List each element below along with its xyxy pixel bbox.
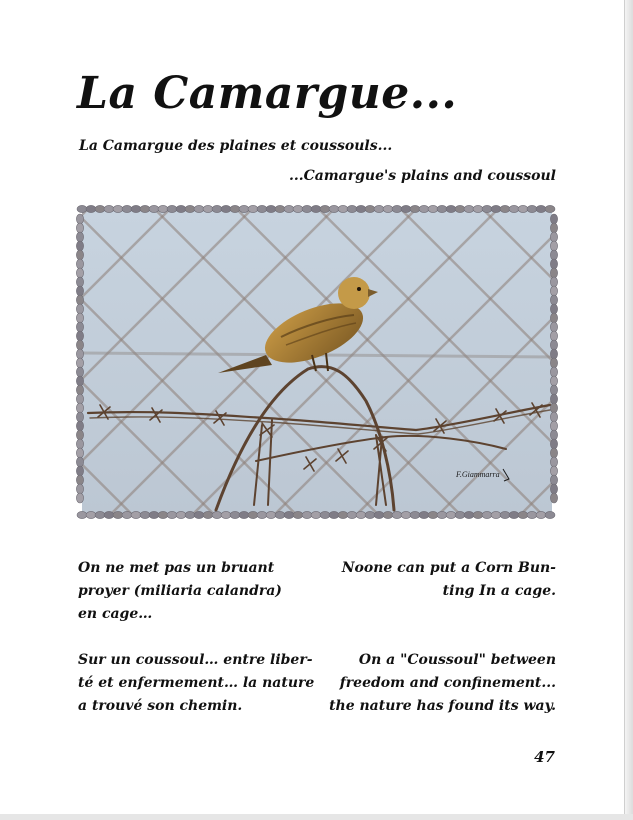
- subtitle-french: La Camargue des plaines et coussouls...: [79, 138, 393, 154]
- pebble: [550, 493, 557, 503]
- pebble: [302, 511, 312, 518]
- pebble: [473, 511, 483, 518]
- pebble: [248, 511, 258, 518]
- pebble: [239, 511, 249, 518]
- pebble: [122, 205, 132, 212]
- pebble: [518, 511, 528, 518]
- pebble: [76, 430, 83, 440]
- pebble: [550, 376, 557, 386]
- paragraph-english-1: [326, 557, 556, 603]
- pebble: [76, 385, 83, 395]
- text-line: té et enfermement… la nature: [78, 675, 315, 691]
- pebble: [86, 511, 96, 518]
- pebble: [311, 511, 321, 518]
- pebble: [76, 412, 83, 422]
- pebble: [76, 484, 83, 494]
- pebble: [550, 439, 557, 449]
- pebble: [550, 322, 557, 332]
- pebble: [550, 403, 557, 413]
- pebble: [428, 205, 438, 212]
- pebble: [320, 205, 330, 212]
- pebble: [482, 205, 492, 212]
- pebble: [76, 286, 83, 296]
- pebble: [76, 295, 83, 305]
- pebble: [284, 205, 294, 212]
- pebble: [550, 367, 557, 377]
- pebble: [76, 331, 83, 341]
- pebble: [86, 205, 96, 212]
- pebble: [76, 421, 83, 431]
- pebble: [158, 205, 168, 212]
- pebble: [509, 511, 519, 518]
- pebble: [500, 511, 510, 518]
- pebble: [248, 205, 258, 212]
- pebble: [239, 205, 249, 212]
- photo-background: [82, 211, 552, 513]
- pebble: [392, 205, 402, 212]
- text-line: en cage…: [78, 606, 153, 622]
- pebble: [275, 511, 285, 518]
- pebble: [392, 511, 402, 518]
- pebble: [550, 277, 557, 287]
- pebble: [76, 475, 83, 485]
- pebble: [550, 385, 557, 395]
- pebble: [76, 259, 83, 269]
- pebble: [550, 412, 557, 422]
- pebble: [302, 205, 312, 212]
- pebble: [500, 205, 510, 212]
- pebble: [550, 349, 557, 359]
- pebble: [550, 331, 557, 341]
- pebble: [194, 205, 204, 212]
- pebble: [473, 205, 483, 212]
- pebble: [550, 241, 557, 251]
- pebble: [550, 484, 557, 494]
- pebble: [221, 205, 231, 212]
- pebble: [257, 205, 267, 212]
- text-line: ting In a cage.: [442, 583, 556, 599]
- pebble: [464, 205, 474, 212]
- pebble: [76, 250, 83, 260]
- pebble: [221, 511, 231, 518]
- pebble: [230, 205, 240, 212]
- pebble: [347, 511, 357, 518]
- pebble: [401, 511, 411, 518]
- pebble: [212, 511, 222, 518]
- pebble: [76, 367, 83, 377]
- pebble: [550, 448, 557, 458]
- pebble: [76, 376, 83, 386]
- pebble: [410, 205, 420, 212]
- pebble: [76, 340, 83, 350]
- pebble: [374, 511, 384, 518]
- pebble: [320, 511, 330, 518]
- pebble: [550, 457, 557, 467]
- pebble: [185, 511, 195, 518]
- pebble: [104, 511, 114, 518]
- pebble: [122, 511, 132, 518]
- pebble: [455, 511, 465, 518]
- pebble: [76, 304, 83, 314]
- pebble: [76, 403, 83, 413]
- pebble: [550, 268, 557, 278]
- pebble: [550, 232, 557, 242]
- pebble: [176, 205, 186, 212]
- text-line: a trouvé son chemin.: [78, 698, 243, 714]
- pebble: [428, 511, 438, 518]
- text-line: proyer (miliaria calandra): [78, 583, 282, 599]
- pebble: [491, 511, 501, 518]
- pebble: [76, 322, 83, 332]
- text-line: Noone can put a Corn Bun-: [341, 560, 556, 576]
- pebble: [95, 511, 105, 518]
- pebble: [266, 205, 276, 212]
- pebble: [113, 205, 123, 212]
- pebble: [437, 205, 447, 212]
- pebble: [203, 205, 213, 212]
- pebble: [550, 250, 557, 260]
- paragraph-french-1: [78, 557, 308, 626]
- pebble: [446, 511, 456, 518]
- pebble: [131, 205, 141, 212]
- pebble: [329, 205, 339, 212]
- pebble: [275, 205, 285, 212]
- pebble: [293, 205, 303, 212]
- pebble: [140, 511, 150, 518]
- text-line: On a "Coussoul" between: [358, 652, 556, 668]
- text-line: On ne met pas un bruant: [78, 560, 275, 576]
- pebble: [356, 205, 366, 212]
- pebble: [383, 205, 393, 212]
- pebble: [76, 448, 83, 458]
- text-line: freedom and confinement...: [339, 675, 556, 691]
- pebble: [77, 511, 87, 518]
- pebble: [194, 511, 204, 518]
- pebble: [446, 205, 456, 212]
- pebble: [203, 511, 213, 518]
- pebble: [293, 511, 303, 518]
- pebble: [419, 205, 429, 212]
- pebble: [356, 511, 366, 518]
- page-edge: [624, 0, 633, 820]
- pebble: [419, 511, 429, 518]
- pebble: [410, 511, 420, 518]
- pebble: [76, 313, 83, 323]
- pebble: [550, 466, 557, 476]
- pebble: [401, 205, 411, 212]
- pebble: [550, 223, 557, 233]
- pebble: [76, 394, 83, 404]
- pebble: [550, 421, 557, 431]
- pebble: [158, 511, 168, 518]
- pebble: [77, 205, 87, 212]
- pebble: [550, 286, 557, 296]
- pebble: [383, 511, 393, 518]
- pebble: [550, 394, 557, 404]
- pebble: [527, 511, 537, 518]
- pebble: [550, 259, 557, 269]
- pebble: [257, 511, 267, 518]
- pebble: [550, 340, 557, 350]
- pebble: [113, 511, 123, 518]
- pebble: [185, 205, 195, 212]
- pebble: [536, 511, 546, 518]
- pebble: [329, 511, 339, 518]
- pebble: [545, 511, 555, 518]
- page-number: 47: [534, 748, 555, 766]
- pebble: [76, 232, 83, 242]
- page-bottom-edge: [0, 814, 633, 820]
- pebble: [550, 313, 557, 323]
- pebble: [550, 430, 557, 440]
- pebble: [365, 205, 375, 212]
- pebble: [212, 205, 222, 212]
- pebble: [284, 511, 294, 518]
- pebble: [550, 475, 557, 485]
- pebble: [482, 511, 492, 518]
- pebble: [550, 214, 557, 224]
- pebble: [140, 205, 150, 212]
- pebble: [230, 511, 240, 518]
- pebble: [311, 205, 321, 212]
- pebble: [76, 268, 83, 278]
- pebble: [149, 511, 159, 518]
- pebble: [437, 511, 447, 518]
- pebble: [266, 511, 276, 518]
- pebble: [76, 358, 83, 368]
- pebble: [550, 358, 557, 368]
- paragraph-french-2: [78, 649, 315, 718]
- page-title: La Camargue...: [77, 68, 458, 119]
- pebble: [76, 349, 83, 359]
- pebble: [365, 511, 375, 518]
- pebble: [95, 205, 105, 212]
- pebble: [338, 511, 348, 518]
- pebble: [545, 205, 555, 212]
- pebble: [527, 205, 537, 212]
- pebble: [167, 205, 177, 212]
- pebble: [76, 466, 83, 476]
- pebble: [550, 295, 557, 305]
- text-line: the nature has found its way.: [329, 698, 556, 714]
- pebble: [176, 511, 186, 518]
- pebble: [509, 205, 519, 212]
- pebble: [167, 511, 177, 518]
- pebble: [347, 205, 357, 212]
- bird-photo: [76, 205, 558, 519]
- pebble: [536, 205, 546, 212]
- photo-signature: F.Giammarra: [456, 470, 500, 479]
- pebble: [76, 223, 83, 233]
- paragraph-english-2: [326, 649, 556, 718]
- pebble: [104, 205, 114, 212]
- pebble: [374, 205, 384, 212]
- pebble: [338, 205, 348, 212]
- pebble: [76, 241, 83, 251]
- pebble: [76, 214, 83, 224]
- pebble: [464, 511, 474, 518]
- pebble: [149, 205, 159, 212]
- pebble: [131, 511, 141, 518]
- subtitle-english: ...Camargue's plains and coussoul: [289, 168, 556, 184]
- pebble: [455, 205, 465, 212]
- pebble: [518, 205, 528, 212]
- text-line: Sur un coussoul… entre liber-: [78, 652, 313, 668]
- pebble: [76, 439, 83, 449]
- pebble: [76, 493, 83, 503]
- pebble: [491, 205, 501, 212]
- pebble: [550, 304, 557, 314]
- pebble: [76, 277, 83, 287]
- pebble: [76, 457, 83, 467]
